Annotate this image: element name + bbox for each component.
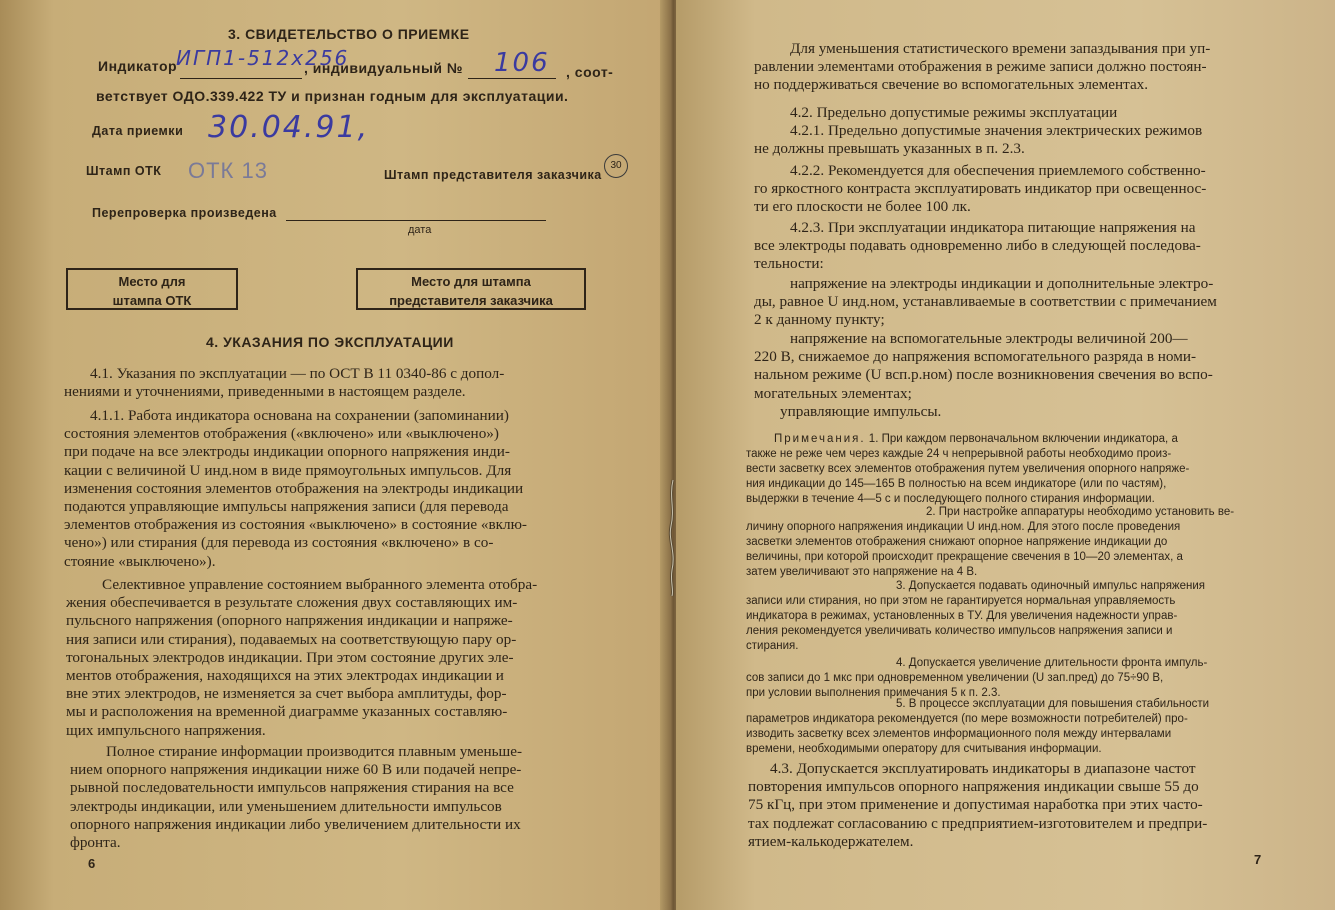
box-customer-line1: Место для штампа <box>411 274 531 289</box>
para-selective <box>66 576 621 740</box>
line: затем увеличивают это напряжение на 4 В. <box>746 566 978 578</box>
line: напряжение на вспомогательные электроды величиной 200— <box>790 330 1188 347</box>
date-caption: дата <box>408 224 432 236</box>
para-4-2 <box>790 104 1290 122</box>
line: выдержки в течение 4—5 с и последующего полного стирания информации. <box>746 493 1155 505</box>
line: 5. В процессе эксплуатации для повышения стабильности <box>896 698 1210 710</box>
line: нениями и уточнениями, приведенными в настоящем разделе. <box>64 383 466 401</box>
line: изводить засветку всех элементов информационного поля между интервалами <box>746 728 1172 740</box>
recheck-label: Перепроверка произведена <box>92 206 277 220</box>
para-4-2-2 <box>754 162 1296 217</box>
line: Полное стирание информации производится плавным уменьше- <box>106 743 523 760</box>
line: 1. При каждом первоначальном включении индикатора, а <box>868 433 1178 445</box>
line: величины, при которой происходит прекращение свечения в 10—20 элементах, а <box>746 551 1183 563</box>
notes-title: Примечания. <box>774 433 866 445</box>
para-full-erase <box>70 743 620 852</box>
line: стирания. <box>746 640 799 652</box>
corresponds-line: ветствует ОДО.339.422 ТУ и признан годным для эксплуатации. <box>96 88 569 104</box>
acceptance-date-value: 30.04.91, <box>208 110 370 145</box>
para-4-1-1 <box>64 407 619 571</box>
para-4-2-3 <box>754 219 1296 274</box>
line: тельности: <box>754 255 824 273</box>
line: Селективное управление состоянием выбранного элемента отобра- <box>102 576 538 593</box>
line: 3. Допускается подавать одиночный импульс напряжения <box>896 580 1206 592</box>
line: засветки элементов отображения снижают опорное напряжение индикации до <box>746 536 1168 548</box>
otk-stamp-box <box>66 268 238 310</box>
line: 4.3. Допускается эксплуатировать индикаторы в диапазоне частот <box>770 760 1196 777</box>
line: нием опорного напряжения индикации ниже 60 В или подачей непре- <box>70 761 522 779</box>
line: рывной последовательности импульсов напряжения стирания на все <box>70 779 514 797</box>
section3-title: 3. СВИДЕТЕЛЬСТВО О ПРИЕМКЕ <box>228 26 470 42</box>
para-4-2-1 <box>754 122 1296 158</box>
para-4-1 <box>64 365 619 401</box>
line: напряжение на электроды индикации и дополнительные электро- <box>790 275 1214 292</box>
line: 2. При настройке аппаратуры необходимо установить ве- <box>926 506 1235 518</box>
line: вести засветку всех элементов отображения путем увеличения опорного напряже- <box>746 463 1190 475</box>
para-4-2-3-a <box>754 275 1296 330</box>
line: ды, равное U инд.ном, устанавливаемые в соответствии с примечанием <box>754 293 1217 311</box>
line: также не реже чем через каждые 24 ч непрерывной работы необходимо произ- <box>746 448 1172 460</box>
line: не должны превышать указанных в п. 2.3. <box>754 140 1025 158</box>
page-number-right: 7 <box>1254 852 1262 867</box>
line: 75 кГц, при этом применение и допустимая наработка при этих часто- <box>748 796 1203 814</box>
line: 4.2. Предельно допустимые режимы эксплуатации <box>790 104 1118 121</box>
section4-title: 4. УКАЗАНИЯ ПО ЭКСПЛУАТАЦИИ <box>206 334 454 350</box>
customer-stamp-box <box>356 268 586 310</box>
line: мы и расположения на временной диаграмме указанных составляю- <box>66 703 508 721</box>
line: фронта. <box>70 834 121 852</box>
line: 2 к данному пункту; <box>754 311 885 329</box>
line: тах подлежат согласованию с предприятием-изготовителем и предпри- <box>748 814 1208 832</box>
line: 4.2.3. При эксплуатации индикатора питающие напряжения на <box>790 219 1196 236</box>
line: личину опорного напряжения индикации U инд.ном. Для этого после проведения <box>746 521 1181 533</box>
notes-2 <box>746 505 1298 580</box>
para-4-2-3-c <box>780 403 1280 421</box>
line: 4.2.2. Рекомендуется для обеспечения приемлемого собственно- <box>790 162 1206 179</box>
indicator-label: Индикатор <box>98 58 178 74</box>
acceptance-date-label: Дата приемки <box>92 124 184 138</box>
line: ментов отображения, находящихся на этих электродах индикации и <box>66 667 504 685</box>
right-page <box>676 0 1335 910</box>
line: индикатора в режимах, установленных в ТУ. Для увеличения надежности управ- <box>746 610 1178 622</box>
line: пульсного напряжения (опорного напряжения индикации и напряже- <box>66 612 513 630</box>
line: при подаче на все электроды индикации опорного напряжения инди- <box>64 443 510 461</box>
line: записи или стирания, но при этом не гарантируется нормальная управляемость <box>746 595 1176 607</box>
line: сов записи до 1 мкс при одновременном увеличении (U зап.пред) до 75÷90 В, <box>746 672 1164 684</box>
line: 4.2.1. Предельно допустимые значения электрических режимов <box>790 122 1203 139</box>
notes-1 <box>746 432 1298 507</box>
line: стояние «выключено»). <box>64 552 216 570</box>
individual-label: , индивидуальный № <box>304 60 464 76</box>
line: но поддерживаться свечение во вспомогательных элементах. <box>754 76 1149 94</box>
line: щих импульсного напряжения. <box>66 721 266 739</box>
line: 4.1. Указания по эксплуатации — по ОСТ В 11 0340-86 с допол- <box>90 365 505 382</box>
line: кации с величиной U инд.ном в виде прямоугольных импульсов. Для <box>64 461 512 479</box>
line: подаются управляющие импульсы напряжения записи (для перевода <box>64 498 509 516</box>
otk-stamp-label: Штамп ОТК <box>86 164 162 178</box>
line: равлении элементами отображения в режиме записи должно постоян- <box>754 58 1207 76</box>
line: времени, необходимыми оператору для считывания информации. <box>746 743 1102 755</box>
line: вне этих электродов, не изменяется за счет выбора амплитуды, фор- <box>66 685 507 703</box>
corresponds-tail: , соот- <box>566 64 614 80</box>
box-otk-line2: штампа ОТК <box>112 293 192 308</box>
line: элементов отображения из состояния «выключено» в состояние «вклю- <box>64 516 527 534</box>
para-4-3 <box>748 760 1296 851</box>
line: Для уменьшения статистического времени запаздывания при уп- <box>790 40 1211 57</box>
individual-number: 106 <box>494 48 550 78</box>
line: 4. Допускается увеличение длительности фронта импуль- <box>896 657 1208 669</box>
line: управляющие импульсы. <box>780 403 942 420</box>
line: ления рекомендуется увеличивать количество импульсов напряжения записи и <box>746 625 1173 637</box>
line: все электроды подавать одновременно либо в следующей последова- <box>754 237 1201 255</box>
customer-stamp-label: Штамп представителя заказчика <box>384 168 602 182</box>
notes-5 <box>746 697 1298 757</box>
box-otk-line1: Место для <box>118 274 186 289</box>
line: тогональных электродов индикации. При этом состояние других эле- <box>66 648 514 666</box>
notes-3 <box>746 579 1298 654</box>
para-intro <box>754 40 1294 95</box>
line: ния индикации до 145—165 В полностью на всем индикаторе (или по частям), <box>746 478 1167 490</box>
line: могательных элементах; <box>754 384 912 402</box>
notes-4 <box>746 656 1298 701</box>
line: опорного напряжения индикации либо увеличением длительности их <box>70 815 521 833</box>
page-number-left: 6 <box>88 856 96 871</box>
line: электроды индикации, или уменьшением длительности импульсов <box>70 797 502 815</box>
line: изменения состояния элементов отображения на электроды индикации <box>64 479 524 497</box>
box-customer-line2: представителя заказчика <box>389 293 553 308</box>
line: ятием-калькодержателем. <box>748 832 914 850</box>
line: повторения импульсов опорного напряжения индикации свыше 55 до <box>748 778 1199 796</box>
customer-stamp-mark: 30 <box>604 154 628 178</box>
line: го яркостного контраста эксплуатировать индикатор при освещеннос- <box>754 180 1207 198</box>
line: нальном режиме (U всп.р.ном) после возникновения свечения во вспо- <box>754 366 1213 384</box>
otk-stamp: ОТК 13 <box>188 158 268 183</box>
indicator-value: ИГП1-512х256 <box>176 46 350 70</box>
line: параметров индикатора рекомендуется (по мере возможности потребителей) про- <box>746 713 1188 725</box>
line: ти его плоскости не более 100 лк. <box>754 198 971 216</box>
line: состояния элементов отображения («включено» или «выключено») <box>64 425 499 443</box>
line: 220 В, снижаемое до напряжения вспомогательного разряда в номи- <box>754 348 1197 366</box>
line: чено») или стирания (для перевода из состояния «включено» в со- <box>64 534 494 552</box>
line: 4.1.1. Работа индикатора основана на сохранении (запоминании) <box>90 407 509 424</box>
line: при условии выполнения примечания 5 к п. 2.3. <box>746 687 1001 699</box>
line: ния записи или стирания), подаваемых на соответствующую пару ор- <box>66 630 517 648</box>
line: жения обеспечивается в результате сложения двух составляющих им- <box>66 594 518 612</box>
para-4-2-3-b <box>754 330 1296 403</box>
